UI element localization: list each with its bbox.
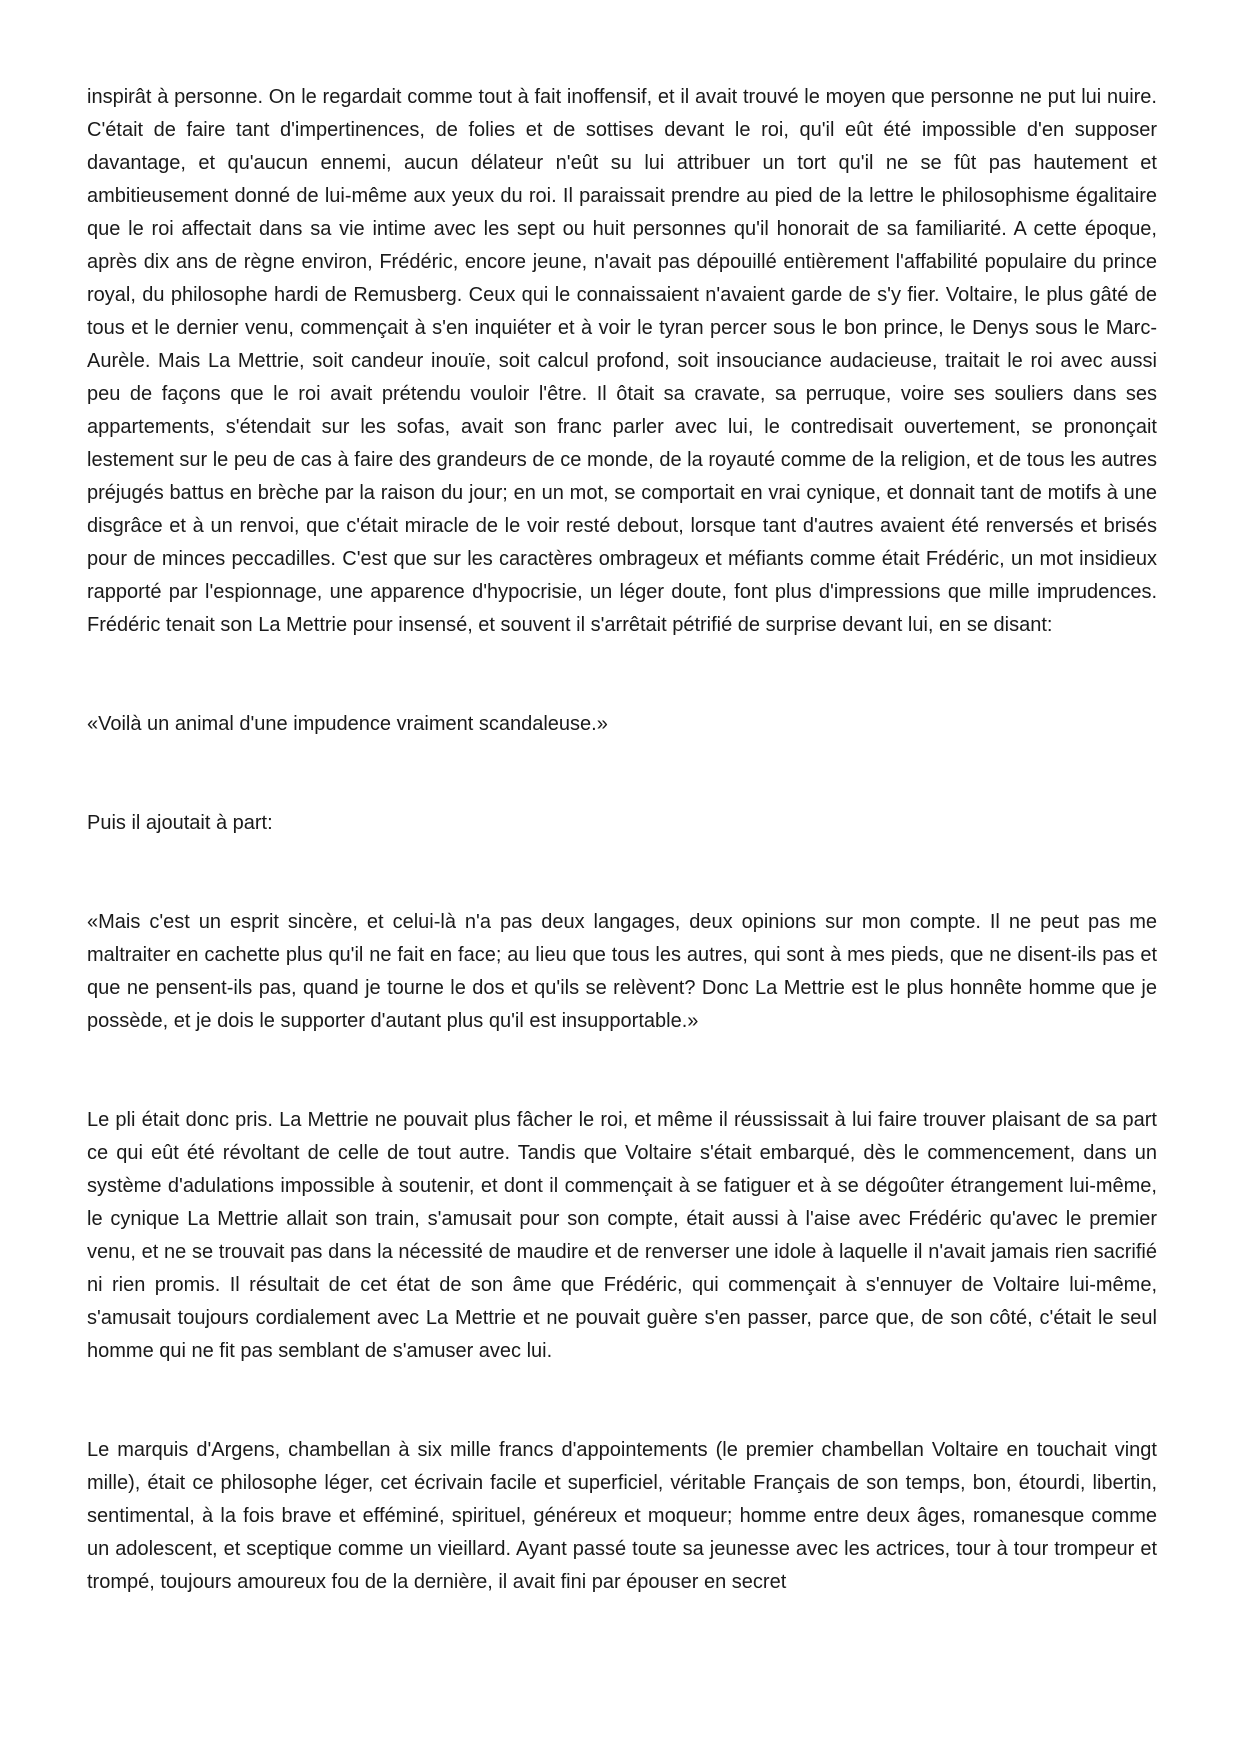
- paragraph-marquis-argens: Le marquis d'Argens, chambellan à six mille francs d'appointements (le premier chambellan Voltaire en touchait vingt mille), était ce philosophe léger, cet écrivain facile et superficiel, véritable Français de son temps, bon, étourdi, libertin, sentimental, à la fois brave et efféminé, spirituel, généreux et moqueur; homme entre deux âges, romanesque comme un adolescent, et sceptique comme un vieillard. Ayant passé toute sa jeunesse avec les actrices, tour à tour trompeur et trompé, toujours amoureux fou de la dernière, il avait fini par épouser en secret: [87, 1439, 1157, 1593]
- paragraph-le-pli: Le pli était donc pris. La Mettrie ne pouvait plus fâcher le roi, et même il réussissait à lui faire trouver plaisant de sa part ce qui eût été révoltant de celle de tout autre. Tandis que Voltaire s'était embarqué, dès le commencement, dans un système d'adulations impossible à soutenir, et dont il commençait à se fatiguer et à se dégoûter étrangement lui-même, le cynique La Mettrie allait son train, s'amusait pour son compte, était aussi à l'aise avec Frédéric qu'avec le premier venu, et ne se trouvait pas dans la nécessité de maudire et de renverser une idole à laquelle il n'avait jamais rien sacrifié ni rien promis. Il résultait de cet état de son âme que Frédéric, qui commençait à s'ennuyer de Voltaire lui-même, s'amusait toujours cordialement avec La Mettrie et ne pouvait guère s'en passer, parce que, de son côté, c'était le seul homme qui ne fit pas semblant de s'amuser avec lui.: [87, 1109, 1157, 1362]
- paragraph-quote-impudence: «Voilà un animal d'une impudence vraiment scandaleuse.»: [87, 713, 608, 735]
- paragraph-aside: Puis il ajoutait à part:: [87, 812, 273, 834]
- document-page: [87, 81, 1157, 1599]
- paragraph-la-mettrie-behaviour: inspirât à personne. On le regardait comme tout à fait inoffensif, et il avait trouvé le moyen que personne ne put lui nuire. C'était de faire tant d'impertinences, de folies et de sottises devant le roi, qu'il eût été impossible d'en supposer davantage, et qu'aucun ennemi, aucun délateur n'eût su lui attribuer un tort qu'il ne se fût pas hautement et ambitieusement donné de lui-même aux yeux du roi. Il paraissait prendre au pied de la lettre le philosophisme égalitaire que le roi affectait dans sa vie intime avec les sept ou huit personnes qu'il honorait de sa familiarité. A cette époque, après dix ans de règne environ, Frédéric, encore jeune, n'avait pas dépouillé entièrement l'affabilité populaire du prince royal, du philosophe hardi de Remusberg. Ceux qui le connaissaient n'avaient garde de s'y fier. Voltaire, le plus gâté de tous et le dernier venu, commençait à s'en inquiéter et à voir le tyran percer sous le bon prince, le Denys sous le Marc-Aurèle. Mais La Mettrie, soit candeur inouïe, soit calcul profond, soit insouciance audacieuse, traitait le roi avec aussi peu de façons que le roi avait prétendu vouloir l'être. Il ôtait sa cravate, sa perruque, voire ses souliers dans ses appartements, s'étendait sur les sofas, avait son franc parler avec lui, le contredisait ouvertement, se prononçait lestement sur le peu de cas à faire des grandeurs de ce monde, de la royauté comme de la religion, et de tous les autres préjugés battus en brèche par la raison du jour; en un mot, se comportait en vrai cynique, et donnait tant de motifs à une disgrâce et à un renvoi, que c'était miracle de le voir resté debout, lorsque tant d'autres avaient été renversés et brisés pour de minces peccadilles. C'est que sur les caractères ombrageux et méfiants comme était Frédéric, un mot insidieux rapporté par l'espionnage, une apparence d'hypocrisie, un léger doute, font plus d'impressions que mille imprudences. Frédéric tenait son La Mettrie pour insensé, et souvent il s'arrêtait pétrifié de surprise devant lui, en se disant:: [87, 86, 1157, 636]
- paragraph-quote-sincere: «Mais c'est un esprit sincère, et celui-là n'a pas deux langages, deux opinions sur mon compte. Il ne peut pas me maltraiter en cachette plus qu'il ne fait en face; au lieu que tous les autres, qui sont à mes pieds, que ne disent-ils pas et que ne pensent-ils pas, quand je tourne le dos et qu'ils se relèvent? Donc La Mettrie est le plus honnête homme que je possède, et je dois le supporter d'autant plus qu'il est insupportable.»: [87, 911, 1157, 1032]
